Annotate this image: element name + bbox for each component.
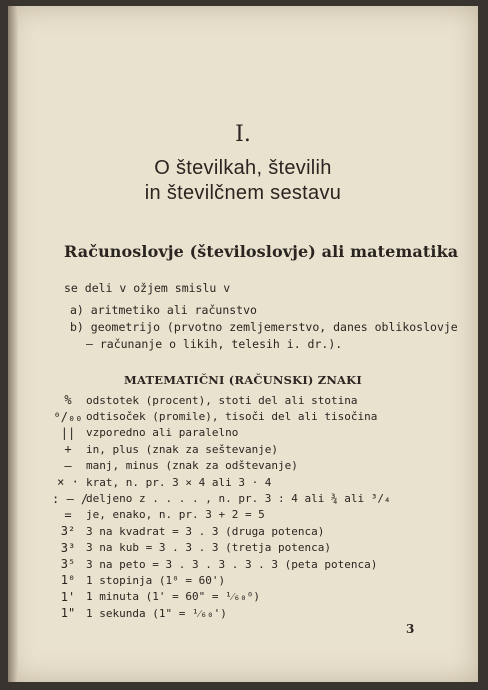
sign-row — [52, 392, 391, 408]
chapter-title — [8, 156, 478, 206]
sign-row — [52, 540, 391, 556]
page-gutter — [8, 6, 18, 682]
book-page — [8, 6, 478, 682]
signs-list — [52, 392, 391, 621]
sign-row — [52, 556, 391, 572]
sign-text: vzporedno ali paralelno — [86, 426, 239, 440]
sign-text: 1 sekunda (1" = ¹⁄₆₀') — [86, 606, 227, 620]
section-heading: Računoslovje (številoslovje) ali matematika — [64, 242, 459, 261]
sign-row — [52, 441, 391, 457]
sign-symbol: || — [60, 425, 76, 440]
sign-text: 3 na peto = 3 . 3 . 3 . 3 . 3 (peta potenca) — [86, 557, 378, 571]
sign-row — [52, 408, 391, 424]
list-item-b: b) geometrijo (prvotno zemljemerstvo, danes oblikoslovje — [70, 320, 458, 334]
chapter-title-line-1: O številkah, številih — [154, 157, 332, 179]
sign-symbol: % — [64, 393, 72, 408]
sign-row — [52, 490, 391, 506]
sign-text: manj, minus (znak za odštevanje) — [86, 459, 298, 473]
chapter-number: I. — [235, 122, 251, 147]
sign-text: 1 minuta (1' = 60" = ¹⁄₆₀⁰) — [86, 590, 261, 604]
sign-symbol: — — [64, 458, 72, 473]
signs-heading: MATEMATIČNI (RAČUNSKI) ZNAKI — [124, 373, 362, 387]
sign-symbol: 3³ — [60, 540, 76, 555]
sign-symbol: = — [64, 507, 72, 522]
chapter-title-line-2: in številčnem sestavu — [144, 182, 342, 204]
page-number: 3 — [406, 622, 415, 636]
sign-text: krat, n. pr. 3 × 4 ali 3 · 4 — [86, 475, 272, 489]
sign-row — [52, 572, 391, 588]
sign-row — [52, 458, 391, 474]
sign-text: odstotek (procent), stoti del ali stotina — [86, 393, 358, 407]
sign-text: 1 stopinja (1⁰ = 60') — [86, 573, 226, 587]
sign-symbol: + — [64, 442, 72, 457]
division-list — [70, 302, 458, 353]
sign-symbol: 1' — [60, 589, 76, 604]
sign-symbol: 1" — [60, 606, 76, 621]
sign-symbol: 3² — [60, 524, 76, 539]
section-intro: se deli v ožjem smislu v — [64, 281, 231, 295]
sign-row — [52, 425, 391, 441]
sign-symbol: ⁰/₀₀ — [53, 409, 83, 424]
sign-row — [52, 589, 391, 605]
sign-text: in, plus (znak za seštevanje) — [86, 442, 279, 456]
sign-row — [52, 507, 391, 523]
sign-symbol: 3⁵ — [60, 557, 76, 572]
sign-row — [52, 523, 391, 539]
sign-symbol: × · — [57, 475, 79, 490]
sign-symbol: : — / — [52, 491, 89, 506]
sign-text: 3 na kub = 3 . 3 . 3 (tretja potenca) — [86, 541, 332, 555]
sign-symbol: 1⁰ — [60, 573, 76, 588]
sign-row — [52, 605, 391, 621]
list-item-b-continuation: — računanje o likih, telesih i. dr.). — [86, 337, 343, 351]
list-item-a: a) aritmetiko ali računstvo — [70, 303, 257, 317]
sign-text: je, enako, n. pr. 3 + 2 = 5 — [86, 508, 265, 522]
sign-text: odtisoček (promile), tisoči del ali tisočina — [86, 410, 378, 424]
sign-text: deljeno z . . . . , n. pr. 3 : 4 ali ¾ ali ³/₄ — [86, 492, 391, 506]
sign-text: 3 na kvadrat = 3 . 3 (druga potenca) — [86, 524, 325, 538]
sign-row — [52, 474, 391, 490]
